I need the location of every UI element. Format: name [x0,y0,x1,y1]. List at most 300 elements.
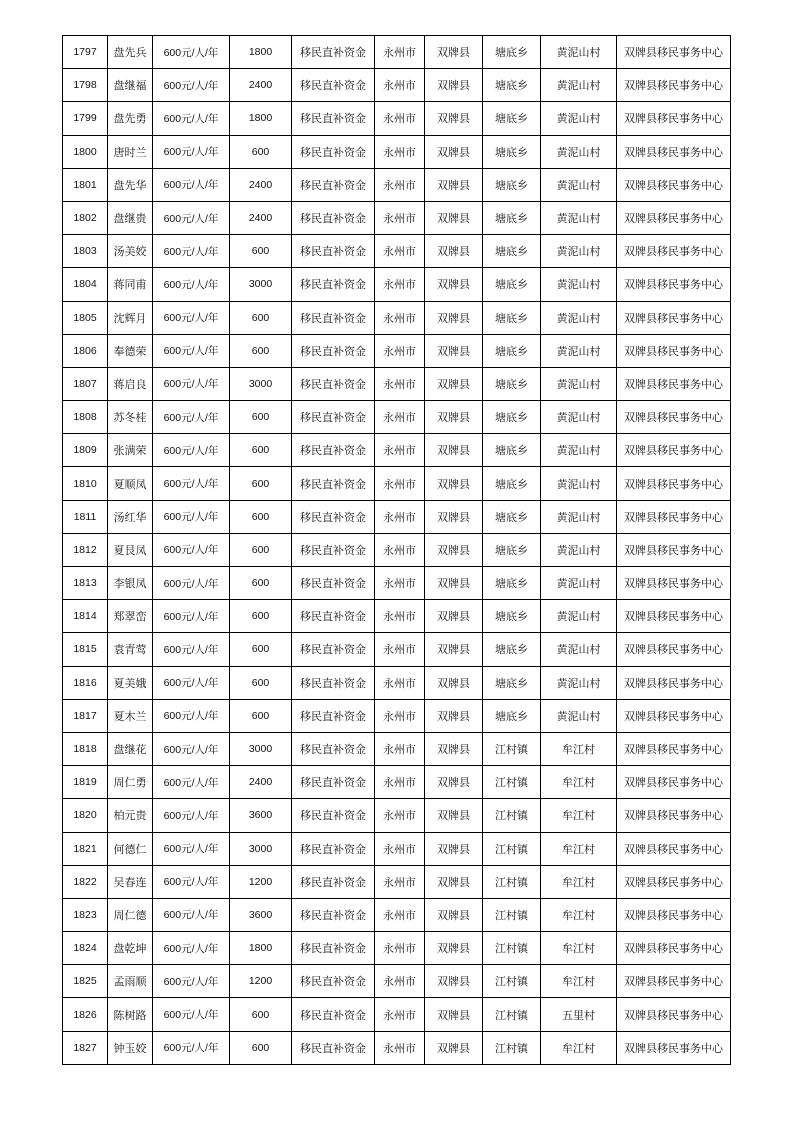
cell-fund-type: 移民直补资金 [292,334,375,367]
cell-fund-type: 移民直补资金 [292,666,375,699]
cell-city: 永州市 [375,334,425,367]
table-row [63,932,731,965]
cell-fund-type: 移民直补资金 [292,732,375,765]
cell-township: 江村镇 [483,965,541,998]
cell-name: 郑翠峦 [108,600,153,633]
cell-village: 黄泥山村 [541,102,617,135]
cell-serial-number: 1807 [63,367,108,400]
cell-standard: 600元/人/年 [153,168,230,201]
cell-township: 江村镇 [483,832,541,865]
cell-county: 双牌县 [425,467,483,500]
cell-county: 双牌县 [425,965,483,998]
cell-fund-type: 移民直补资金 [292,766,375,799]
cell-village: 牟江村 [541,766,617,799]
cell-county: 双牌县 [425,865,483,898]
cell-standard: 600元/人/年 [153,898,230,931]
cell-name: 蒋同甫 [108,268,153,301]
cell-standard: 600元/人/年 [153,699,230,732]
table-row [63,434,731,467]
cell-city: 永州市 [375,467,425,500]
table-row [63,36,731,69]
cell-standard: 600元/人/年 [153,301,230,334]
cell-serial-number: 1806 [63,334,108,367]
cell-village: 黄泥山村 [541,467,617,500]
cell-township: 塘底乡 [483,201,541,234]
cell-village: 五里村 [541,998,617,1031]
cell-name: 汤美姣 [108,235,153,268]
cell-county: 双牌县 [425,533,483,566]
table-row [63,201,731,234]
table-row [63,600,731,633]
cell-name: 盘先兵 [108,36,153,69]
cell-serial-number: 1804 [63,268,108,301]
cell-serial-number: 1818 [63,732,108,765]
cell-name: 张满荣 [108,434,153,467]
cell-serial-number: 1826 [63,998,108,1031]
cell-amount: 600 [230,135,292,168]
table-row [63,69,731,102]
cell-township: 塘底乡 [483,36,541,69]
cell-amount: 600 [230,600,292,633]
cell-village: 牟江村 [541,965,617,998]
table-row [63,732,731,765]
cell-county: 双牌县 [425,268,483,301]
cell-serial-number: 1813 [63,567,108,600]
cell-township: 塘底乡 [483,301,541,334]
table-row [63,235,731,268]
cell-township: 塘底乡 [483,633,541,666]
cell-fund-type: 移民直补资金 [292,699,375,732]
table-row [63,865,731,898]
cell-name: 盘继贵 [108,201,153,234]
cell-city: 永州市 [375,1031,425,1064]
cell-county: 双牌县 [425,633,483,666]
cell-fund-type: 移民直补资金 [292,168,375,201]
cell-agency: 双牌县移民事务中心 [617,533,731,566]
table-row [63,965,731,998]
cell-city: 永州市 [375,533,425,566]
cell-agency: 双牌县移民事务中心 [617,832,731,865]
cell-name: 唐时兰 [108,135,153,168]
cell-fund-type: 移民直补资金 [292,401,375,434]
cell-village: 黄泥山村 [541,500,617,533]
cell-village: 黄泥山村 [541,533,617,566]
cell-fund-type: 移民直补资金 [292,467,375,500]
cell-fund-type: 移民直补资金 [292,135,375,168]
cell-county: 双牌县 [425,135,483,168]
cell-name: 盘继福 [108,69,153,102]
cell-standard: 600元/人/年 [153,865,230,898]
cell-city: 永州市 [375,135,425,168]
cell-serial-number: 1812 [63,533,108,566]
cell-fund-type: 移民直补资金 [292,567,375,600]
cell-township: 塘底乡 [483,401,541,434]
cell-name: 李银凤 [108,567,153,600]
cell-city: 永州市 [375,600,425,633]
cell-county: 双牌县 [425,69,483,102]
cell-standard: 600元/人/年 [153,1031,230,1064]
cell-agency: 双牌县移民事务中心 [617,799,731,832]
table-row [63,699,731,732]
cell-city: 永州市 [375,69,425,102]
cell-county: 双牌县 [425,500,483,533]
cell-amount: 600 [230,467,292,500]
cell-township: 塘底乡 [483,500,541,533]
cell-village: 黄泥山村 [541,268,617,301]
cell-village: 黄泥山村 [541,367,617,400]
cell-county: 双牌县 [425,832,483,865]
cell-amount: 3600 [230,898,292,931]
cell-agency: 双牌县移民事务中心 [617,965,731,998]
table-row [63,102,731,135]
cell-agency: 双牌县移民事务中心 [617,898,731,931]
cell-amount: 3000 [230,268,292,301]
cell-name: 沈辉月 [108,301,153,334]
cell-agency: 双牌县移民事务中心 [617,633,731,666]
cell-amount: 2400 [230,766,292,799]
cell-agency: 双牌县移民事务中心 [617,865,731,898]
cell-amount: 600 [230,334,292,367]
cell-fund-type: 移民直补资金 [292,201,375,234]
table-row [63,301,731,334]
cell-village: 牟江村 [541,865,617,898]
cell-city: 永州市 [375,401,425,434]
resettlement-subsidy-table [62,35,731,1065]
cell-name: 何德仁 [108,832,153,865]
cell-agency: 双牌县移民事务中心 [617,36,731,69]
cell-fund-type: 移民直补资金 [292,998,375,1031]
cell-serial-number: 1803 [63,235,108,268]
cell-county: 双牌县 [425,799,483,832]
cell-township: 江村镇 [483,1031,541,1064]
cell-serial-number: 1810 [63,467,108,500]
cell-agency: 双牌县移民事务中心 [617,766,731,799]
cell-village: 黄泥山村 [541,633,617,666]
cell-village: 牟江村 [541,732,617,765]
cell-city: 永州市 [375,268,425,301]
cell-city: 永州市 [375,201,425,234]
cell-township: 江村镇 [483,799,541,832]
cell-fund-type: 移民直补资金 [292,500,375,533]
cell-county: 双牌县 [425,600,483,633]
table-body [63,36,731,1065]
cell-township: 塘底乡 [483,102,541,135]
cell-name: 周仁德 [108,898,153,931]
cell-fund-type: 移民直补资金 [292,268,375,301]
cell-name: 蒋启良 [108,367,153,400]
cell-fund-type: 移民直补资金 [292,434,375,467]
cell-township: 塘底乡 [483,367,541,400]
cell-agency: 双牌县移民事务中心 [617,168,731,201]
cell-village: 牟江村 [541,799,617,832]
cell-fund-type: 移民直补资金 [292,932,375,965]
cell-agency: 双牌县移民事务中心 [617,500,731,533]
cell-village: 黄泥山村 [541,699,617,732]
cell-amount: 600 [230,633,292,666]
cell-standard: 600元/人/年 [153,235,230,268]
cell-city: 永州市 [375,301,425,334]
cell-name: 奉德荣 [108,334,153,367]
cell-amount: 3000 [230,832,292,865]
cell-township: 塘底乡 [483,666,541,699]
cell-serial-number: 1801 [63,168,108,201]
cell-amount: 600 [230,235,292,268]
cell-township: 塘底乡 [483,69,541,102]
cell-county: 双牌县 [425,168,483,201]
cell-fund-type: 移民直补资金 [292,633,375,666]
cell-township: 塘底乡 [483,235,541,268]
cell-village: 黄泥山村 [541,69,617,102]
cell-village: 牟江村 [541,1031,617,1064]
cell-village: 黄泥山村 [541,201,617,234]
cell-agency: 双牌县移民事务中心 [617,567,731,600]
cell-standard: 600元/人/年 [153,633,230,666]
cell-name: 孟雨顺 [108,965,153,998]
cell-village: 牟江村 [541,898,617,931]
table-row [63,766,731,799]
cell-city: 永州市 [375,102,425,135]
cell-amount: 1800 [230,36,292,69]
table-row [63,666,731,699]
cell-city: 永州市 [375,666,425,699]
cell-agency: 双牌县移民事务中心 [617,135,731,168]
cell-name: 吴春连 [108,865,153,898]
table-row [63,467,731,500]
cell-serial-number: 1823 [63,898,108,931]
cell-name: 夏美娥 [108,666,153,699]
cell-village: 黄泥山村 [541,600,617,633]
cell-amount: 600 [230,401,292,434]
cell-township: 江村镇 [483,998,541,1031]
cell-standard: 600元/人/年 [153,135,230,168]
cell-serial-number: 1819 [63,766,108,799]
cell-county: 双牌县 [425,932,483,965]
cell-city: 永州市 [375,965,425,998]
cell-standard: 600元/人/年 [153,832,230,865]
cell-township: 江村镇 [483,766,541,799]
table-row [63,898,731,931]
cell-standard: 600元/人/年 [153,567,230,600]
cell-township: 塘底乡 [483,334,541,367]
cell-agency: 双牌县移民事务中心 [617,1031,731,1064]
cell-amount: 1200 [230,865,292,898]
cell-city: 永州市 [375,434,425,467]
cell-village: 黄泥山村 [541,235,617,268]
cell-county: 双牌县 [425,334,483,367]
cell-serial-number: 1814 [63,600,108,633]
cell-agency: 双牌县移民事务中心 [617,69,731,102]
cell-amount: 600 [230,666,292,699]
cell-standard: 600元/人/年 [153,467,230,500]
cell-county: 双牌县 [425,301,483,334]
cell-village: 黄泥山村 [541,36,617,69]
table-row [63,533,731,566]
cell-fund-type: 移民直补资金 [292,832,375,865]
data-table-container [62,35,730,1065]
cell-serial-number: 1820 [63,799,108,832]
cell-standard: 600元/人/年 [153,998,230,1031]
cell-fund-type: 移民直补资金 [292,36,375,69]
cell-standard: 600元/人/年 [153,533,230,566]
cell-name: 盘乾坤 [108,932,153,965]
cell-county: 双牌县 [425,36,483,69]
cell-serial-number: 1798 [63,69,108,102]
cell-city: 永州市 [375,932,425,965]
cell-fund-type: 移民直补资金 [292,102,375,135]
cell-serial-number: 1797 [63,36,108,69]
cell-county: 双牌县 [425,1031,483,1064]
cell-serial-number: 1817 [63,699,108,732]
cell-name: 陈树路 [108,998,153,1031]
table-row [63,1031,731,1064]
cell-village: 黄泥山村 [541,301,617,334]
cell-serial-number: 1811 [63,500,108,533]
cell-amount: 1800 [230,102,292,135]
cell-fund-type: 移民直补资金 [292,235,375,268]
cell-amount: 2400 [230,69,292,102]
cell-standard: 600元/人/年 [153,600,230,633]
cell-city: 永州市 [375,898,425,931]
cell-name: 袁青莺 [108,633,153,666]
cell-serial-number: 1825 [63,965,108,998]
cell-fund-type: 移民直补资金 [292,865,375,898]
cell-township: 塘底乡 [483,699,541,732]
cell-township: 塘底乡 [483,467,541,500]
table-row [63,832,731,865]
cell-standard: 600元/人/年 [153,334,230,367]
table-row [63,567,731,600]
cell-village: 牟江村 [541,932,617,965]
cell-amount: 600 [230,1031,292,1064]
cell-name: 柏元贵 [108,799,153,832]
cell-village: 黄泥山村 [541,168,617,201]
cell-fund-type: 移民直补资金 [292,533,375,566]
cell-agency: 双牌县移民事务中心 [617,932,731,965]
cell-agency: 双牌县移民事务中心 [617,268,731,301]
cell-county: 双牌县 [425,367,483,400]
cell-city: 永州市 [375,235,425,268]
cell-township: 塘底乡 [483,567,541,600]
cell-city: 永州市 [375,865,425,898]
cell-amount: 600 [230,699,292,732]
cell-name: 夏木兰 [108,699,153,732]
table-row [63,401,731,434]
cell-standard: 600元/人/年 [153,102,230,135]
cell-county: 双牌县 [425,102,483,135]
cell-city: 永州市 [375,832,425,865]
cell-village: 黄泥山村 [541,135,617,168]
cell-fund-type: 移民直补资金 [292,1031,375,1064]
cell-fund-type: 移民直补资金 [292,367,375,400]
cell-township: 塘底乡 [483,533,541,566]
cell-township: 塘底乡 [483,434,541,467]
cell-amount: 3000 [230,732,292,765]
cell-serial-number: 1809 [63,434,108,467]
cell-city: 永州市 [375,36,425,69]
cell-standard: 600元/人/年 [153,201,230,234]
cell-city: 永州市 [375,766,425,799]
cell-county: 双牌县 [425,567,483,600]
cell-standard: 600元/人/年 [153,965,230,998]
cell-amount: 2400 [230,168,292,201]
cell-standard: 600元/人/年 [153,500,230,533]
cell-amount: 1200 [230,965,292,998]
cell-county: 双牌县 [425,235,483,268]
cell-county: 双牌县 [425,666,483,699]
cell-agency: 双牌县移民事务中心 [617,102,731,135]
cell-amount: 600 [230,434,292,467]
cell-township: 塘底乡 [483,168,541,201]
cell-amount: 600 [230,998,292,1031]
cell-agency: 双牌县移民事务中心 [617,600,731,633]
cell-name: 盘先华 [108,168,153,201]
table-row [63,168,731,201]
cell-standard: 600元/人/年 [153,932,230,965]
cell-amount: 2400 [230,201,292,234]
cell-serial-number: 1827 [63,1031,108,1064]
cell-serial-number: 1816 [63,666,108,699]
cell-city: 永州市 [375,567,425,600]
cell-standard: 600元/人/年 [153,268,230,301]
cell-city: 永州市 [375,732,425,765]
table-row [63,998,731,1031]
cell-agency: 双牌县移民事务中心 [617,699,731,732]
cell-fund-type: 移民直补资金 [292,301,375,334]
cell-serial-number: 1822 [63,865,108,898]
cell-serial-number: 1799 [63,102,108,135]
cell-serial-number: 1800 [63,135,108,168]
cell-amount: 3000 [230,367,292,400]
cell-agency: 双牌县移民事务中心 [617,666,731,699]
cell-name: 夏艮凤 [108,533,153,566]
cell-county: 双牌县 [425,732,483,765]
cell-township: 江村镇 [483,865,541,898]
cell-village: 黄泥山村 [541,567,617,600]
cell-county: 双牌县 [425,201,483,234]
cell-serial-number: 1805 [63,301,108,334]
cell-agency: 双牌县移民事务中心 [617,434,731,467]
cell-fund-type: 移民直补资金 [292,898,375,931]
cell-agency: 双牌县移民事务中心 [617,367,731,400]
table-row [63,633,731,666]
cell-standard: 600元/人/年 [153,367,230,400]
cell-fund-type: 移民直补资金 [292,965,375,998]
cell-city: 永州市 [375,998,425,1031]
cell-city: 永州市 [375,168,425,201]
cell-county: 双牌县 [425,898,483,931]
cell-city: 永州市 [375,367,425,400]
cell-name: 汤红华 [108,500,153,533]
cell-amount: 600 [230,533,292,566]
cell-standard: 600元/人/年 [153,799,230,832]
cell-name: 苏冬桂 [108,401,153,434]
cell-serial-number: 1808 [63,401,108,434]
cell-serial-number: 1824 [63,932,108,965]
cell-standard: 600元/人/年 [153,434,230,467]
cell-name: 盘先勇 [108,102,153,135]
cell-fund-type: 移民直补资金 [292,799,375,832]
cell-township: 塘底乡 [483,135,541,168]
cell-amount: 600 [230,301,292,334]
cell-amount: 3600 [230,799,292,832]
cell-name: 钟玉姣 [108,1031,153,1064]
table-row [63,135,731,168]
cell-county: 双牌县 [425,434,483,467]
cell-standard: 600元/人/年 [153,732,230,765]
cell-amount: 600 [230,500,292,533]
cell-county: 双牌县 [425,699,483,732]
cell-fund-type: 移民直补资金 [292,600,375,633]
